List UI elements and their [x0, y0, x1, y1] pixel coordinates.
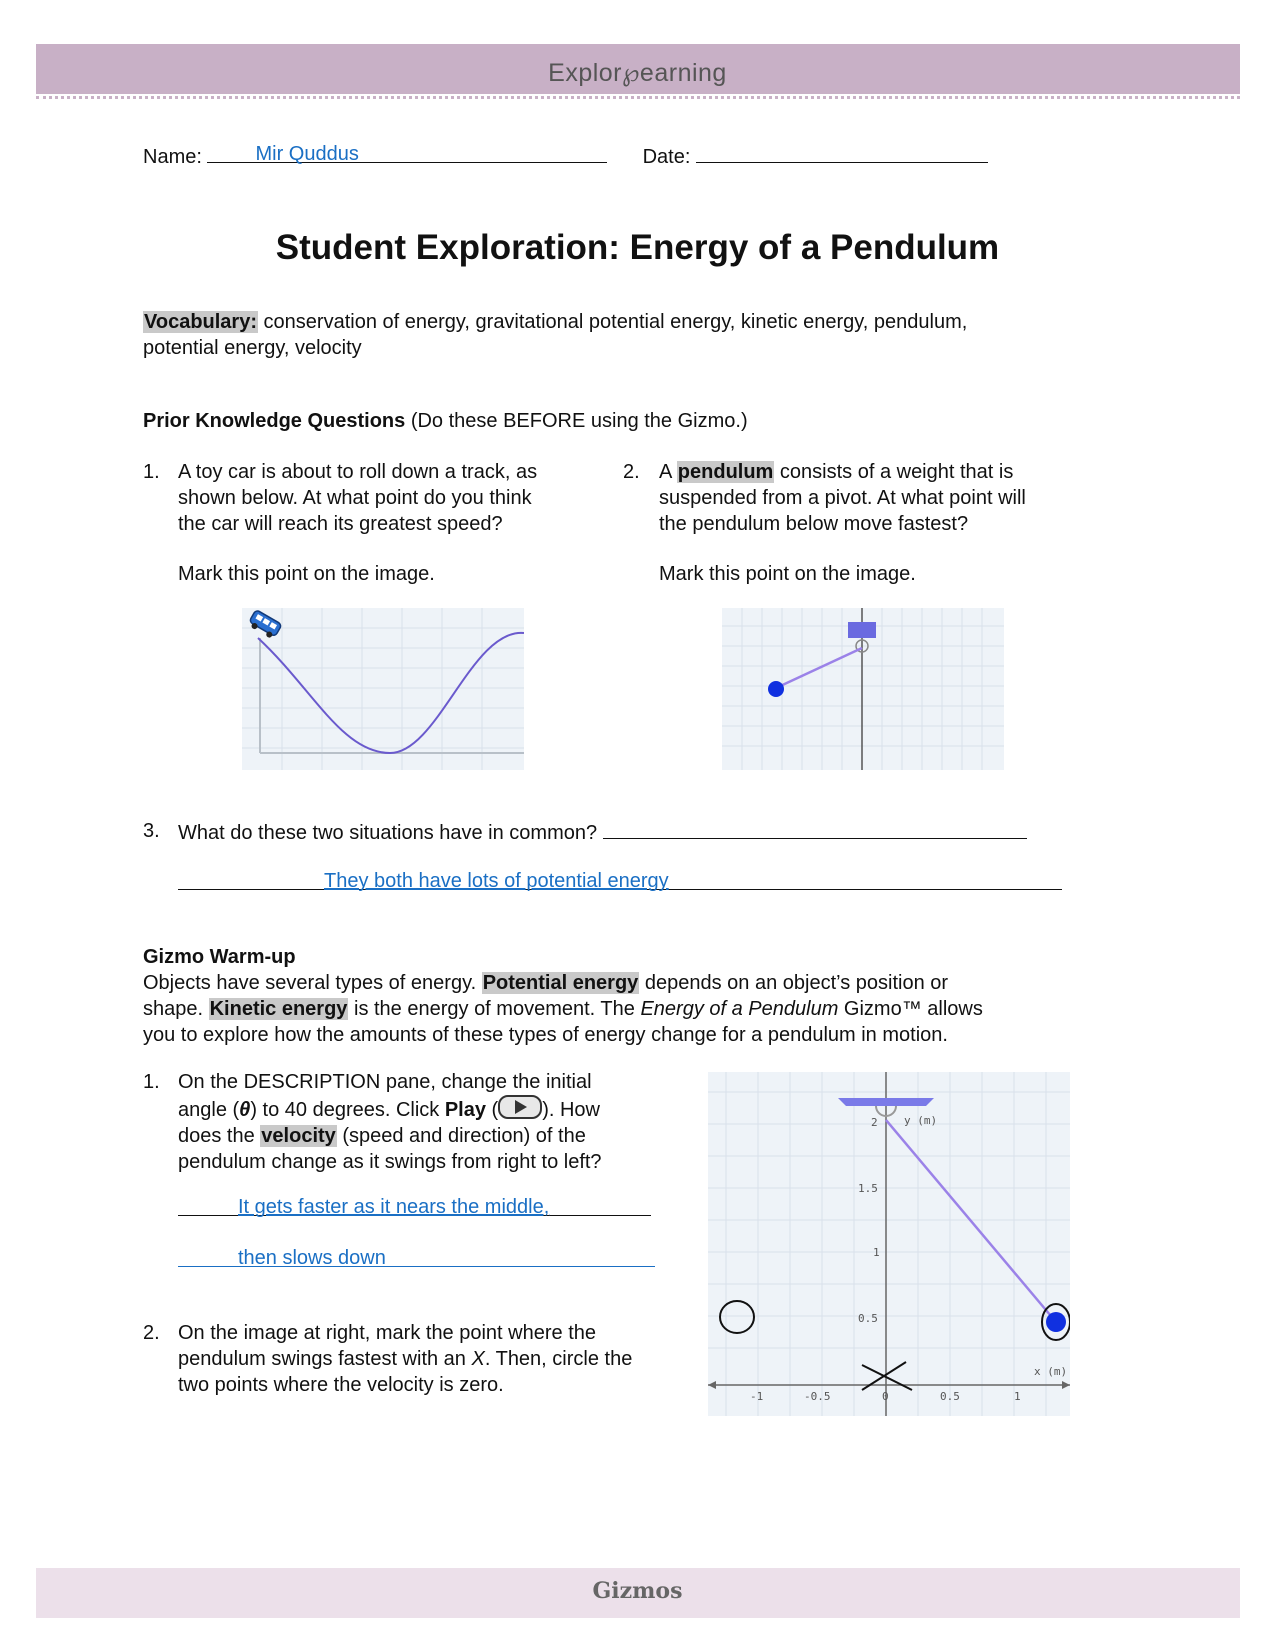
warmup-q1-answer-row-1: [178, 1195, 651, 1223]
gizmo-name: Energy of a Pendulum: [640, 998, 839, 1020]
prior-q3-number: 3.: [143, 820, 160, 842]
name-field[interactable]: [207, 142, 607, 163]
potential-energy-term: Potential energy: [482, 972, 639, 994]
date-field[interactable]: [696, 142, 988, 163]
prior-knowledge-heading: [143, 408, 748, 434]
prior-q1-line: shown below. At what point do you think: [178, 487, 532, 509]
toy-car-track-figure[interactable]: [242, 608, 524, 770]
warmup-heading: Gizmo Warm-up: [143, 946, 296, 968]
warmup-q1-answer-1: It gets faster as it nears the middle,: [238, 1196, 550, 1218]
pendulum-graph-figure[interactable]: [708, 1072, 1070, 1416]
warmup-q2-text: [178, 1320, 678, 1398]
kinetic-energy-term: Kinetic energy: [209, 998, 348, 1020]
vocabulary-label: Vocabulary:: [144, 311, 257, 333]
prior-note: (Do these BEFORE using the Gizmo.): [405, 410, 748, 432]
prior-q2-instruction: Mark this point on the image.: [659, 563, 916, 585]
prior-q2-text: [659, 459, 1026, 587]
pivot-mount: [848, 622, 876, 638]
x-axis-label: x (m): [1034, 1365, 1068, 1378]
prior-q3-answer-row: [178, 869, 1062, 897]
play-label: Play: [444, 1099, 486, 1121]
prior-q3-answer-line-1[interactable]: [603, 818, 1027, 839]
warmup-text: Gizmo™ allows: [838, 998, 983, 1020]
velocity-term: velocity: [261, 1125, 336, 1147]
name-value: Mir Quddus: [255, 143, 359, 165]
prior-q3-question: What do these two situations have in common?: [178, 822, 598, 844]
warmup-q2-text: . Then, circle the: [484, 1348, 633, 1370]
prior-q1-text: [178, 459, 537, 587]
warmup-q1-text: (speed and direction) of the: [336, 1125, 586, 1147]
x-tick-label: -0.5: [804, 1390, 831, 1403]
date-label: Date:: [642, 146, 696, 168]
y-tick-label: 0.5: [858, 1312, 878, 1325]
warmup-q1-answer-row-2: [178, 1246, 655, 1274]
prior-q2-line-1: consists of a weight that is: [774, 461, 1014, 483]
warmup-q1-answer-field-1[interactable]: [178, 1195, 651, 1216]
warmup-q1-number: 1.: [143, 1071, 160, 1093]
x-tick-label: -1: [750, 1390, 764, 1403]
pendulum-term: pendulum: [677, 461, 774, 483]
x-mark-label: X: [471, 1348, 485, 1370]
prior-q2-prefix: A: [659, 461, 677, 483]
prior-q3-answer-field[interactable]: [178, 869, 1062, 890]
warmup-q1-text: angle (: [178, 1099, 240, 1121]
warmup-q1-text: (: [486, 1099, 499, 1121]
warmup-q1-line-1: On the DESCRIPTION pane, change the initial: [178, 1071, 592, 1093]
warmup-q2-number: 2.: [143, 1322, 160, 1344]
prior-q1-number: 1.: [143, 461, 160, 483]
y-tick-label: 1.5: [858, 1182, 878, 1195]
warmup-q1-text: [178, 1069, 658, 1175]
warmup-q1-line-4: pendulum change as it swings from right to left?: [178, 1151, 602, 1173]
prior-q1-line: A toy car is about to roll down a track, as: [178, 461, 538, 483]
warmup-q2-line-3: two points where the velocity is zero.: [178, 1374, 504, 1396]
vocabulary: [143, 309, 1143, 361]
y-axis-label: y (m): [904, 1114, 938, 1127]
warmup-q1-answer-2: then slows down: [238, 1247, 386, 1269]
prior-heading: Prior Knowledge Questions: [143, 410, 406, 432]
pendulum-figure[interactable]: [722, 608, 1004, 770]
vocabulary-line-1: conservation of energy, gravitational potential energy, kinetic energy, pendulum,: [258, 311, 968, 333]
warmup-q1-text: ). How: [542, 1099, 601, 1121]
warmup-text: Objects have several types of energy.: [143, 972, 482, 994]
warmup-text: shape.: [143, 998, 209, 1020]
warmup-q1-answer-field-2[interactable]: [178, 1246, 655, 1267]
theta-symbol: θ: [239, 1099, 251, 1121]
page-title: Student Exploration: Energy of a Pendulum: [275, 228, 1000, 267]
name-date-row: [143, 142, 988, 170]
gizmos-logo: Gizmos: [592, 1578, 683, 1604]
prior-q3-answer: They both have lots of potential energy: [324, 870, 669, 892]
prior-q3-row: [178, 818, 1027, 846]
explorelearning-logo: Explor℘earning: [548, 59, 727, 87]
warmup-q1-text: does the: [178, 1125, 261, 1147]
vocabulary-line-2: potential energy, velocity: [143, 337, 362, 359]
warmup-q1-text: ) to 40 degrees. Click: [250, 1099, 445, 1121]
x-tick-label: 0: [882, 1390, 889, 1403]
warmup-text: you to explore how the amounts of these types of energy change for a pendulum in motion.: [143, 1024, 948, 1046]
header-divider: [36, 96, 1240, 99]
warmup-q2-line-1: On the image at right, mark the point where the: [178, 1322, 596, 1344]
warmup-intro: [143, 944, 1143, 1048]
y-tick-label: 2: [871, 1116, 878, 1129]
prior-q1-line: the car will reach its greatest speed?: [178, 513, 503, 535]
prior-q2-line-2: suspended from a pivot. At what point will: [659, 487, 1026, 509]
name-label: Name:: [143, 146, 208, 168]
x-tick-label: 0.5: [940, 1390, 960, 1403]
pendulum-bob: [768, 681, 784, 697]
pivot-mount: [838, 1098, 934, 1106]
y-tick-label: 1: [873, 1246, 880, 1259]
warmup-text: is the energy of movement. The: [348, 998, 641, 1020]
prior-q1-instruction: Mark this point on the image.: [178, 563, 435, 585]
warmup-text: depends on an object’s position or: [639, 972, 949, 994]
play-button-icon[interactable]: [498, 1095, 542, 1119]
warmup-q2-text: pendulum swings fastest with an: [178, 1348, 472, 1370]
prior-q2-line-3: the pendulum below move fastest?: [659, 513, 969, 535]
prior-q2-number: 2.: [623, 461, 640, 483]
pendulum-bob: [1046, 1312, 1066, 1332]
x-tick-label: 1: [1014, 1390, 1021, 1403]
